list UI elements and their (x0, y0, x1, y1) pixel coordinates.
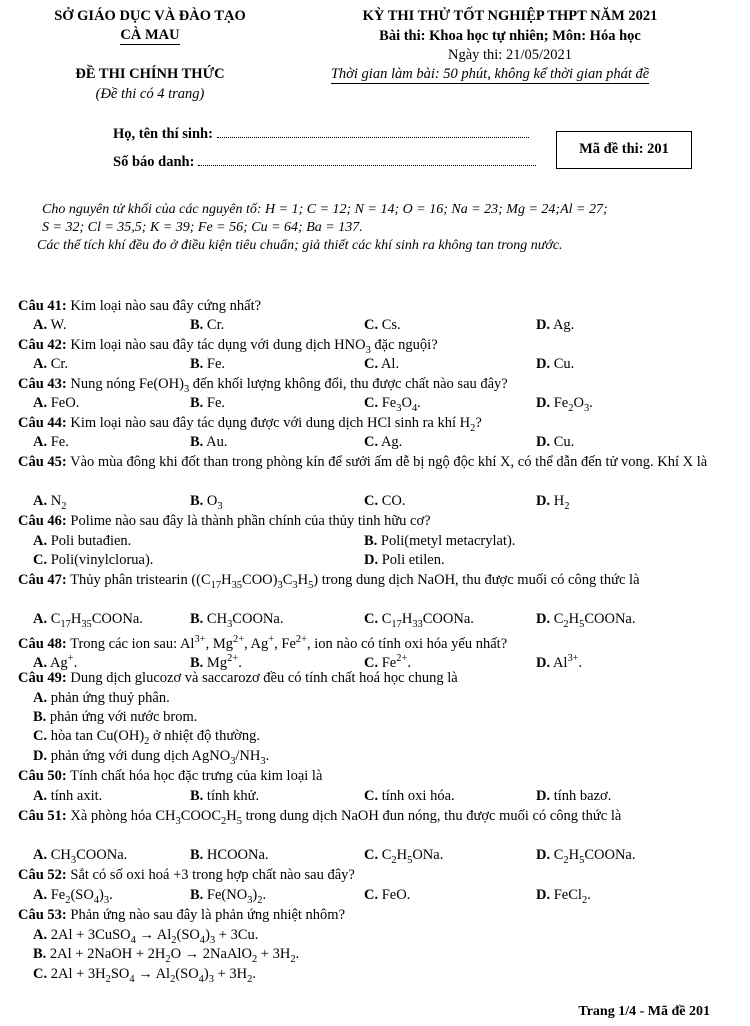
q46-option-d[interactable]: D. Poli etilen. (364, 552, 445, 568)
question-52: Câu 52: Sắt có số oxi hoá +3 trong hợp chất nào sau đây? (18, 867, 355, 883)
q44-option-b[interactable]: B. Au. (190, 434, 228, 450)
q44-option-c[interactable]: C. Ag. (364, 434, 403, 450)
q49-option-a[interactable]: A. phản ứng thuỷ phân. (33, 690, 170, 706)
q46-option-b[interactable]: B. Poli(metyl metacrylat). (364, 533, 516, 549)
q53-option-a[interactable]: A. 2Al + 3CuSO$_4$ → $Al_2(SO_4)_3 + 3Cu$. (33, 927, 259, 946)
question-47: Câu 47: Thủy phân tristearin $((C_{17}H_{35}COO)_3C_3H_5)$ trong dung dịch NaOH, thu được muối có công thức là (18, 572, 640, 591)
atomic-mass-line2: S = 32; Cl = 35,5; K = 39; Fe = 56; Cu = 64; Ba = 137. (42, 220, 363, 235)
q46-option-c[interactable]: C. Poli(vinylclorua). (33, 552, 154, 568)
q52-option-a[interactable]: A. $Fe_2(SO_4)_3$. (33, 887, 113, 906)
q53-option-b[interactable]: B. 2Al + 2NaOH + $2H_2O$ → 2NaAlO$_2$ + $3H_2$. (33, 946, 300, 965)
q43-option-d[interactable]: D. $Fe_2O_3$. (536, 395, 593, 414)
q41-option-d[interactable]: D. Ag. (536, 317, 575, 333)
pages-note: (Đề thi có 4 trang) (95, 86, 205, 102)
id-label: Số báo danh: (113, 154, 195, 170)
q52-option-c[interactable]: C. FeO. (364, 887, 411, 903)
q53-option-c[interactable]: C. $2Al + 3H_2SO_4 \to Al_2(SO_4)_3 + 3H_2$. (33, 966, 256, 985)
question-42: Câu 42: Kim loại nào sau đây tác dụng với dung dịch $HNO_3$ đặc nguội? (18, 337, 438, 356)
q48-option-d[interactable]: D. $Al^{3+}$. (536, 653, 583, 671)
question-44: Câu 44: Kim loại nào sau đây tác dụng được với dung dịch HCl sinh ra khí $H_2$? (18, 415, 482, 434)
candidate-name-row (113, 126, 529, 143)
q43-option-a[interactable]: A. FeO. (33, 395, 80, 411)
id-field[interactable] (198, 165, 536, 166)
dept-line2 (28, 27, 272, 45)
candidate-id-row (113, 154, 536, 171)
q52-option-d[interactable]: D. FeCl$_2$. (536, 887, 591, 906)
q41-option-a[interactable]: A. W. (33, 317, 67, 333)
q42-option-d[interactable]: D. Cu. (536, 356, 575, 372)
q41-option-b[interactable]: B. Cr. (190, 317, 225, 333)
question-48: Câu 48: Trong các ion sau: $Al^{3+}$, $Mg^{2+}$, Ag+, $Fe^{2+}$, ion nào có tính oxi hóa yếu nhất? (18, 634, 508, 652)
exam-title: KỲ THI THỬ TỐT NGHIỆP THPT NĂM 2021 (362, 8, 658, 24)
q51-option-c[interactable]: C. $C_2H_5ONa$. (364, 847, 444, 866)
q50-option-b[interactable]: B. tính khử. (190, 788, 260, 804)
q47-option-a[interactable]: A. $C_{17}H_{35}COONa$. (33, 611, 143, 630)
question-41: Câu 41: Kim loại nào sau đây cứng nhất? (18, 298, 262, 314)
q45-option-b[interactable]: B. $O_3$ (190, 493, 223, 512)
q46-option-a[interactable]: A. Poli butađien. (33, 533, 132, 549)
q45-option-c[interactable]: C. CO. (364, 493, 406, 509)
q44-option-a[interactable]: A. Fe. (33, 434, 69, 450)
q45-option-d[interactable]: D. $H_2$ (536, 493, 570, 512)
q45-option-a[interactable]: A. $N_2$ (33, 493, 67, 512)
q47-option-d[interactable]: D. $C_2H_5COONa$. (536, 611, 636, 630)
q51-option-d[interactable]: D. $C_2H_5COONa$. (536, 847, 636, 866)
time-note (290, 66, 690, 84)
name-label: Họ, tên thí sinh: (113, 126, 213, 142)
question-46: Câu 46: Polime nào sau đây là thành phần chính của thủy tinh hữu cơ? (18, 513, 431, 529)
question-45: Câu 45: Vào mùa đông khi đốt than trong phòng kín để sưởi ấm dễ bị ngộ độc khí X, có thể dẫn đến tử vong. Khí X là (18, 454, 708, 470)
time-note-text: Thời gian làm bài: 50 phút, không kể thời gian phát đề (330, 66, 650, 82)
exam-subject: Bài thi: Khoa học tự nhiên; Môn: Hóa học (379, 28, 641, 44)
q52-option-b[interactable]: B. $Fe(NO_3)_2$. (190, 887, 267, 906)
question-49: Câu 49: Dung dịch glucozơ và saccarozơ đều có tính chất hoá học chung là (18, 670, 458, 686)
q49-option-b[interactable]: B. phản ứng với nước brom. (33, 709, 198, 725)
q43-option-b[interactable]: B. Fe. (190, 395, 226, 411)
gas-note: Các thể tích khí đều đo ở điều kiện tiêu chuẩn; giả thiết các khí sinh ra không tan trong nước. (37, 238, 563, 253)
q42-option-a[interactable]: A. Cr. (33, 356, 69, 372)
question-43: Câu 43: Nung nóng $Fe(OH)_3$ đến khối lượng không đổi, thu được chất nào sau đây? (18, 376, 508, 395)
name-field[interactable] (217, 137, 529, 138)
q50-option-c[interactable]: C. tính oxi hóa. (364, 788, 455, 804)
exam-date: Ngày thi: 21/05/2021 (447, 47, 573, 63)
official-label: ĐỀ THI CHÍNH THỨC (75, 66, 225, 82)
q48-option-c[interactable]: C. $Fe^{2+}$. (364, 653, 411, 671)
q43-option-c[interactable]: C. $Fe_3O_4$. (364, 395, 421, 414)
q47-option-c[interactable]: C. $C_{17}H_{33}COONa$. (364, 611, 474, 630)
dept-line2-text: CÀ MAU (120, 27, 180, 43)
q41-option-c[interactable]: C. Cs. (364, 317, 401, 333)
q49-option-d[interactable]: D. phản ứng với dung dịch $AgNO_3/NH_3$. (33, 748, 270, 767)
q50-option-d[interactable]: D. tính bazơ. (536, 788, 612, 804)
q44-option-d[interactable]: D. Cu. (536, 434, 575, 450)
exam-code-box: Mã đề thi: 201 (556, 131, 692, 169)
q50-option-a[interactable]: A. tính axit. (33, 788, 103, 804)
q42-option-c[interactable]: C. Al. (364, 356, 400, 372)
q48-option-a[interactable]: A. Ag+. (33, 653, 78, 671)
question-50: Câu 50: Tính chất hóa học đặc trưng của kim loại là (18, 768, 323, 784)
q48-option-b[interactable]: B. $Mg^{2+}$. (190, 653, 242, 671)
q49-option-c[interactable]: C. hòa $\tan Cu(OH)_2$ ở nhiệt độ thường. (33, 728, 260, 747)
atomic-mass-line1: Cho nguyên tử khối của các nguyên tố: H = 1; C = 12; N = 14; O = 16; Na = 23; Mg = 24;Al = 27; (42, 202, 608, 217)
q51-option-b[interactable]: B. HCOONa. (190, 847, 269, 863)
q47-option-b[interactable]: B. $CH_3COONa$. (190, 611, 284, 630)
q42-option-b[interactable]: B. Fe. (190, 356, 226, 372)
question-51: Câu 51: Xà phòng hóa $CH_3COOC_2H_5$ trong dung dịch NaOH đun nóng, thu được muối có công thức là (18, 808, 622, 827)
question-53: Câu 53: Phản ứng nào sau đây là phản ứng nhiệt nhôm? (18, 907, 346, 923)
dept-line1: SỞ GIÁO DỤC VÀ ĐÀO TẠO (54, 8, 246, 24)
page-footer: Trang 1/4 - Mã đề 201 (578, 1004, 710, 1019)
q51-option-a[interactable]: A. $CH_3COONa$. (33, 847, 128, 866)
